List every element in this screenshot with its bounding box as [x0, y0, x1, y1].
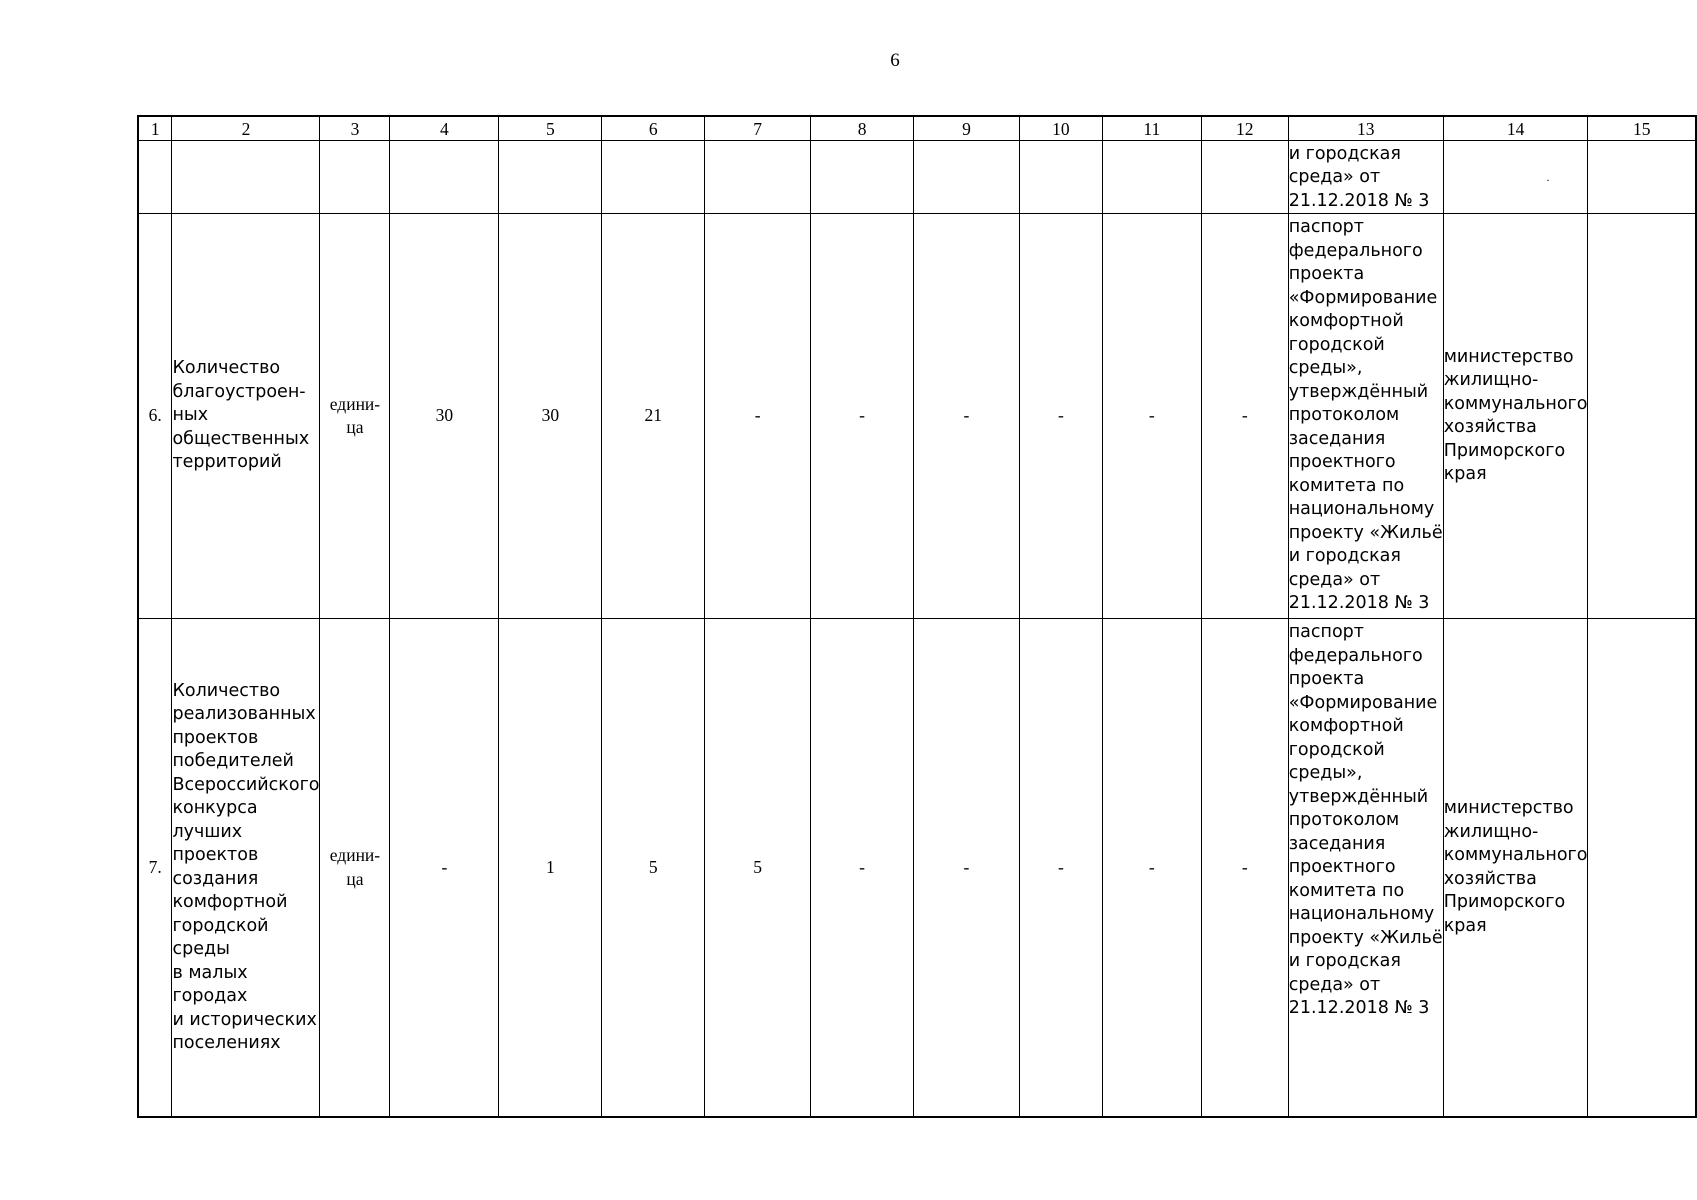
- responsible-cell: [1443, 141, 1588, 214]
- row-number: 7.: [138, 619, 172, 1118]
- value-cell: -: [914, 214, 1020, 619]
- empty-cell: [1588, 141, 1696, 214]
- header-cell: 13: [1288, 116, 1443, 141]
- value-cell: -: [1201, 214, 1288, 619]
- header-cell: 6: [602, 116, 705, 141]
- value-cell: 21: [602, 214, 705, 619]
- empty-cell: [1019, 141, 1102, 214]
- empty-cell: [1588, 619, 1696, 1118]
- page-number: 6: [890, 50, 900, 71]
- header-row: [138, 116, 1696, 141]
- source-text: и городская среда» от 21.12.2018 № 3: [1288, 143, 1430, 211]
- value-cell: -: [390, 619, 499, 1118]
- header-cell: 15: [1588, 116, 1696, 141]
- value-cell: 1: [499, 619, 602, 1118]
- value-cell: -: [1019, 214, 1102, 619]
- responsible-cell: министерство жилищно- коммунального хозяйства Приморского края: [1443, 214, 1588, 619]
- empty-cell: [602, 141, 705, 214]
- indicator-name: Количество благоустроен- ных общественных территорий: [172, 214, 320, 619]
- header-cell: 3: [320, 116, 390, 141]
- empty-cell: [1588, 214, 1696, 619]
- empty-cell: [499, 141, 602, 214]
- empty-cell: [172, 141, 320, 214]
- value-cell: 5: [602, 619, 705, 1118]
- row-number: 6.: [138, 214, 172, 619]
- table-row: [138, 619, 1696, 1118]
- header-cell: 4: [390, 116, 499, 141]
- empty-cell: [1201, 141, 1288, 214]
- stray-dot: .: [1546, 170, 1550, 184]
- value-cell: -: [1201, 619, 1288, 1118]
- value-cell: -: [1102, 214, 1201, 619]
- value-cell: 30: [499, 214, 602, 619]
- header-cell: 14: [1443, 116, 1588, 141]
- unit-cell: едини- ца: [320, 214, 390, 619]
- value-cell: -: [1102, 619, 1201, 1118]
- source-cell: [1288, 141, 1443, 214]
- empty-cell: [390, 141, 499, 214]
- empty-cell: [811, 141, 914, 214]
- value-cell: -: [811, 619, 914, 1118]
- unit-cell: едини- ца: [320, 619, 390, 1118]
- empty-cell: [138, 141, 172, 214]
- value-cell: 30: [390, 214, 499, 619]
- responsible-cell: министерство жилищно- коммунального хозяйства Приморского края: [1443, 619, 1588, 1118]
- value-cell: -: [914, 619, 1020, 1118]
- value-cell: -: [1019, 619, 1102, 1118]
- header-cell: 12: [1201, 116, 1288, 141]
- source-cell: паспорт федерального проекта «Формирование комфортной городской среды», утверждённый протоколом заседания проектного комитета по национальному проекту «Жильё и городская среда» от 21.12.2018 № 3: [1288, 619, 1443, 1118]
- header-cell: 11: [1102, 116, 1201, 141]
- value-cell: 5: [705, 619, 811, 1118]
- empty-cell: [1102, 141, 1201, 214]
- indicator-name: Количество реализованных проектов победителей Всероссийского конкурса лучших проектов создания комфортной городской среды в малых городах и исторических поселениях: [172, 619, 320, 1118]
- table-row: [138, 214, 1696, 619]
- value-cell: -: [811, 214, 914, 619]
- header-cell: 2: [172, 116, 320, 141]
- empty-cell: [320, 141, 390, 214]
- source-cell: паспорт федерального проекта «Формирование комфортной городской среды», утверждённый протоколом заседания проектного комитета по национальному проекту «Жильё и городская среда» от 21.12.2018 № 3: [1288, 214, 1443, 619]
- continuation-row: [138, 141, 1696, 214]
- header-cell: 7: [705, 116, 811, 141]
- header-cell: 8: [811, 116, 914, 141]
- header-cell: 1: [138, 116, 172, 141]
- header-cell: 5: [499, 116, 602, 141]
- value-cell: -: [705, 214, 811, 619]
- empty-cell: [914, 141, 1020, 214]
- header-cell: 9: [914, 116, 1020, 141]
- header-cell: 10: [1019, 116, 1102, 141]
- empty-cell: [705, 141, 811, 214]
- indicators-table: [137, 115, 1697, 1118]
